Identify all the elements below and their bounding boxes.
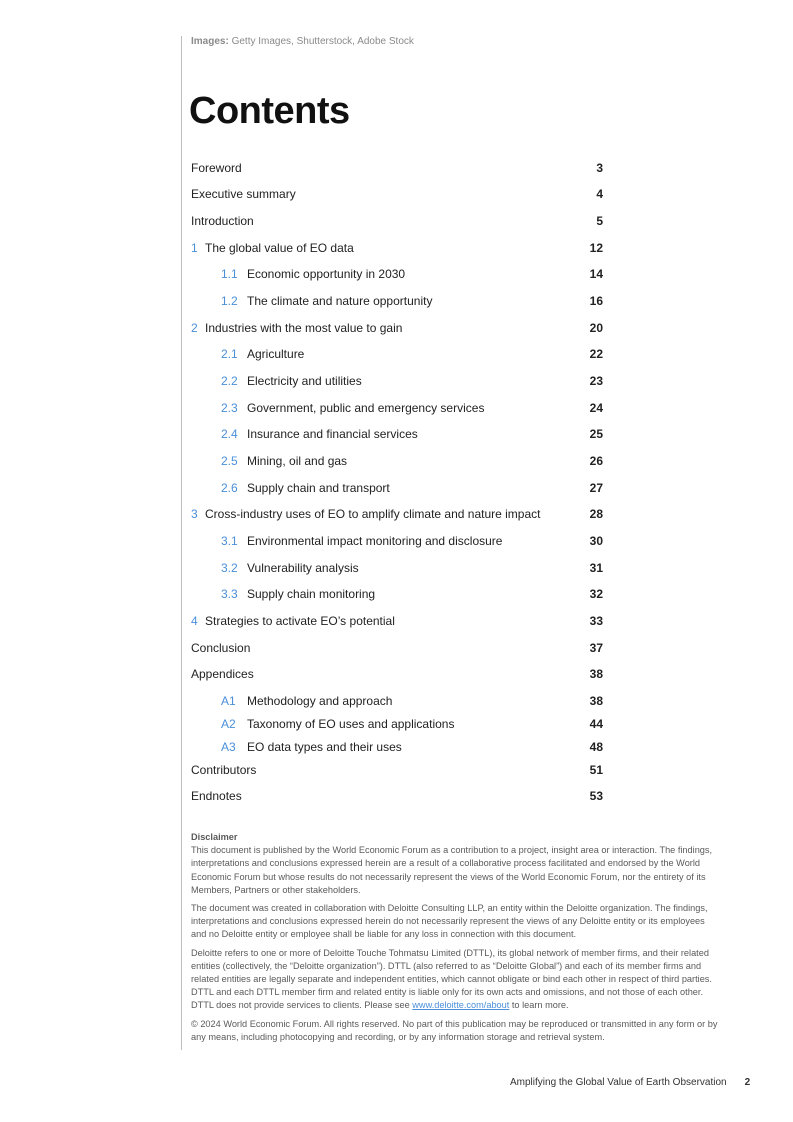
image-credits (191, 36, 414, 47)
toc-subitem[interactable] (221, 453, 603, 469)
page-footer (510, 1077, 750, 1088)
toc-item-number: 2.2 (221, 374, 238, 388)
toc-subitem[interactable] (221, 400, 603, 416)
toc-item-page: 53 (589, 789, 603, 803)
toc-item-label: Methodology and approach (247, 694, 393, 708)
toc-item[interactable] (191, 613, 603, 629)
toc-subitem[interactable] (221, 426, 603, 442)
toc-item-number: 2.4 (221, 427, 238, 441)
toc-item-label: Environmental impact monitoring and disclosure (247, 534, 503, 548)
toc-item-number: 3.2 (221, 561, 238, 575)
toc-subitem[interactable] (221, 716, 603, 732)
footer-page-number: 2 (744, 1077, 751, 1088)
toc-item[interactable] (191, 213, 603, 229)
toc-item-page: 5 (596, 214, 603, 228)
image-credits-label: Images: (191, 36, 229, 47)
toc-item-label: Supply chain monitoring (247, 587, 376, 601)
footer-document-title: Amplifying the Global Value of Earth Observation (510, 1077, 727, 1088)
toc-item[interactable] (191, 762, 603, 778)
toc-item-page: 28 (589, 507, 603, 521)
toc-item[interactable] (191, 160, 603, 176)
toc-item-label: The global value of EO data (205, 241, 354, 255)
toc-item-page: 22 (589, 347, 603, 361)
toc-item-page: 3 (596, 161, 603, 175)
toc-item[interactable] (191, 186, 603, 202)
toc-item[interactable] (191, 666, 603, 682)
toc-item-label: Economic opportunity in 2030 (247, 267, 406, 281)
toc-item-number: 3.1 (221, 534, 238, 548)
toc-subitem[interactable] (221, 739, 603, 755)
toc-item-page: 30 (589, 534, 603, 548)
image-credits-text: Getty Images, Shutterstock, Adobe Stock (231, 36, 414, 47)
toc-item-label: Insurance and financial services (247, 427, 418, 441)
toc-item-page: 51 (589, 763, 603, 777)
toc-item-page: 44 (589, 717, 603, 731)
toc-item-label: Endnotes (191, 789, 242, 803)
toc-item-label: The climate and nature opportunity (247, 294, 433, 308)
toc-subitem[interactable] (221, 533, 603, 549)
toc-item[interactable] (191, 240, 603, 256)
toc-item[interactable] (191, 320, 603, 336)
toc-item-label: Vulnerability analysis (247, 561, 359, 575)
toc-item[interactable] (191, 640, 603, 656)
disclaimer-heading: Disclaimer (191, 832, 238, 842)
toc-item[interactable] (191, 506, 603, 522)
toc-item-page: 33 (589, 614, 603, 628)
toc-subitem[interactable] (221, 266, 603, 282)
toc-item-page: 4 (596, 187, 603, 201)
toc-item-number: 2.1 (221, 347, 238, 361)
toc-item-page: 38 (589, 694, 603, 708)
toc-item-label: Taxonomy of EO uses and applications (247, 717, 455, 731)
disclaimer-paragraph (191, 947, 721, 1013)
toc-item-number: 2.3 (221, 401, 238, 415)
toc-item-page: 32 (589, 587, 603, 601)
disclaimer-text: to learn more. (509, 1000, 569, 1011)
toc-subitem[interactable] (221, 480, 603, 496)
disclaimer-paragraph: This document is published by the World Economic Forum as a contribution to a project, insight area or interaction. The findings, interpretations and conclusions expressed herein are a result of a collaborative process facilitated and endorsed by the World Economic Forum but whose results do not necessarily represent the views of the World Economic Forum, nor the entirety of its Members, Partners or other stakeholders. (191, 845, 713, 895)
toc-item-label: Mining, oil and gas (247, 454, 348, 468)
toc-item-number: 2.5 (221, 454, 238, 468)
toc-item-label: Introduction (191, 214, 254, 228)
toc-item-page: 31 (589, 561, 603, 575)
toc-item-number: A1 (221, 694, 236, 708)
toc-item-number: 2 (191, 321, 198, 335)
toc-item-label: Conclusion (191, 641, 251, 655)
deloitte-about-link[interactable]: www.deloitte.com/about (412, 1000, 510, 1011)
toc-item-page: 12 (589, 241, 603, 255)
toc-item-number: A2 (221, 717, 236, 731)
toc-item-label: Agriculture (247, 347, 305, 361)
toc-item-page: 14 (589, 267, 603, 281)
toc-item-page: 26 (589, 454, 603, 468)
toc-item-label: Strategies to activate EO’s potential (205, 614, 395, 628)
toc-item-number: 1 (191, 241, 198, 255)
toc-item-number: A3 (221, 740, 236, 754)
toc-item-label: Supply chain and transport (247, 481, 390, 495)
toc-subitem[interactable] (221, 693, 603, 709)
toc-item-label: Executive summary (191, 187, 296, 201)
toc-item-number: 1.2 (221, 294, 238, 308)
toc-subitem[interactable] (221, 560, 603, 576)
toc-item-label: EO data types and their uses (247, 740, 402, 754)
toc-item-page: 24 (589, 401, 603, 415)
toc-subitem[interactable] (221, 346, 603, 362)
toc-item-label: Contributors (191, 763, 257, 777)
toc-subitem[interactable] (221, 373, 603, 389)
toc-item-number: 1.1 (221, 267, 238, 281)
margin-rule (181, 36, 182, 1050)
toc-item-label: Government, public and emergency services (247, 401, 485, 415)
copyright-notice: © 2024 World Economic Forum. All rights reserved. No part of this publication may be reproduced or transmitted in any form or by any means, including photocopying and recording, or by any information storage and retrieval system. (191, 1018, 718, 1042)
toc-item-page: 25 (589, 427, 603, 441)
disclaimer-paragraph: The document was created in collaboration with Deloitte Consulting LLP, an entity within the Deloitte organization. The findings, interpretations and conclusions expressed herein do not necessarily represent the views of any Deloitte entity or its employees and no Deloitte entity or employee shall be liable for any loss in connection with this document. (191, 903, 708, 940)
toc-item-number: 3 (191, 507, 198, 521)
toc-subitem[interactable] (221, 293, 603, 309)
toc-item-page: 27 (589, 481, 603, 495)
toc-item[interactable] (191, 788, 603, 804)
toc-item-number: 4 (191, 614, 198, 628)
toc-item-label: Industries with the most value to gain (205, 321, 403, 335)
disclaimer (191, 831, 721, 1049)
toc-item-page: 23 (589, 374, 603, 388)
toc-item-label: Electricity and utilities (247, 374, 362, 388)
toc-item-number: 2.6 (221, 481, 238, 495)
toc-item-page: 38 (589, 667, 603, 681)
toc-item-label: Appendices (191, 667, 254, 681)
toc-subitem[interactable] (221, 586, 603, 602)
toc-item-page: 37 (589, 641, 603, 655)
toc-item-page: 20 (589, 321, 603, 335)
toc-item-number: 3.3 (221, 587, 238, 601)
toc-item-page: 48 (589, 740, 603, 754)
toc-item-label: Cross-industry uses of EO to amplify climate and nature impact (205, 507, 541, 521)
disclaimer-text: Deloitte refers to one or more of Deloitte Touche Tohmatsu Limited (DTTL), its global network of member firms, and their related entities (collectively, the “Deloitte organization”). DTTL (also referred to as “Deloitte Global”) and each of its member firms and related entities are legally separate and independent entities, which cannot obligate or bind each other in respect of third parties. DTTL and each DTTL member firm and related entity is liable only for its own acts and omissions, and not those of each other. DTTL does not provide services to clients. Please see (191, 947, 712, 1011)
page-title: Contents (189, 90, 350, 132)
toc-item-label: Foreword (191, 161, 242, 175)
toc-item-page: 16 (589, 294, 603, 308)
